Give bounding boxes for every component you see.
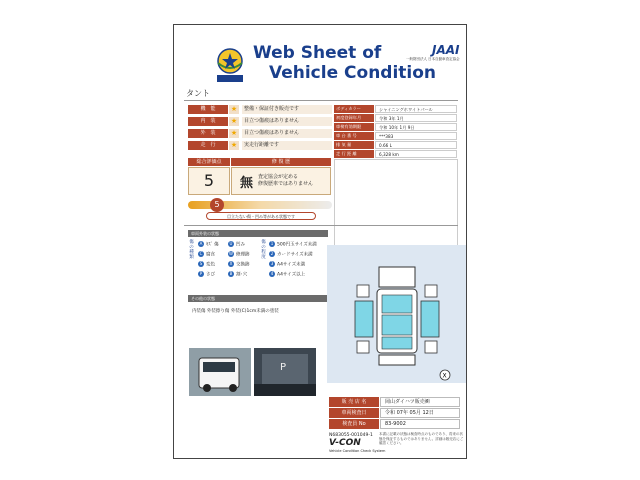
overall-score: 5: [188, 167, 230, 195]
spec-label: 初度登録年月: [334, 114, 374, 122]
legend-item: A ｷｽﾞ 傷: [199, 241, 219, 248]
jaai-subtitle: 一般財団法人 日本自動車査定協会: [406, 57, 460, 61]
car-top-view-icon: [327, 245, 467, 383]
vehicle-photo-exterior: [189, 348, 251, 396]
other-condition-text: 内装傷 外装擦り傷 外装(C)1cm未満の塗装: [192, 309, 279, 314]
vcon-logo-icon: [212, 45, 248, 85]
legend-item: P さび: [199, 271, 215, 278]
history-box: [231, 167, 331, 195]
spec-value: 令和 10年 1月 9日: [375, 123, 457, 131]
spec-label: ボディカラー: [334, 105, 374, 113]
legend-item: W 修理跡: [229, 251, 250, 258]
spec-value: 0.66 L: [375, 141, 457, 149]
sheet-id: N683055-001049-1: [329, 433, 373, 438]
svg-text:X: X: [442, 372, 447, 380]
condition-text: 整備・保証付き販売です: [242, 105, 332, 114]
history-mark: 無: [240, 176, 254, 191]
legend-size: 2 カードサイズ未満: [270, 251, 313, 258]
vehicle-name: タント: [186, 89, 210, 98]
spec-notes-box: [334, 159, 458, 249]
legend-size: 4 A4サイズ以上: [270, 271, 306, 278]
history-text-2: 修復歴車ではありません: [258, 181, 314, 187]
legend-item: X 交換跡: [229, 261, 250, 268]
jaai-logo: JAAI: [432, 43, 460, 57]
spec-label: 車 台 番 号: [334, 132, 374, 140]
section-divider: [184, 225, 458, 226]
inspection-date-value: 令和 07年 05月 12日: [380, 408, 460, 418]
svg-text:P: P: [280, 362, 287, 373]
vcon-brand: V-CON: [329, 438, 361, 448]
scale-note: 目立たない傷・凹み等がある状態です: [206, 212, 316, 220]
legend-item: U 凹み: [229, 241, 245, 248]
inspection-date-label: 車両検査日: [329, 408, 379, 418]
inspector-value: 83-9002: [380, 419, 460, 429]
legend-item: C 腐食: [199, 251, 215, 258]
spec-label: 走 行 距 離: [334, 150, 374, 158]
dealer-value: 岡山ダイハツ販売㈱: [380, 397, 460, 407]
dealer-label: 販 売 店 名: [329, 397, 379, 407]
legend-kind-label: 傷の種類: [189, 240, 194, 260]
condition-label: 内 装: [188, 117, 228, 126]
legend-size-label: 傷の程度: [261, 240, 266, 260]
legend-item: B 割･穴: [229, 271, 248, 278]
condition-label: 外 装: [188, 129, 228, 138]
title-line1: Web Sheet of: [253, 43, 382, 63]
inspector-label: 検査員 No: [329, 419, 379, 429]
star-icon: ★: [230, 129, 238, 137]
star-icon: ★: [230, 141, 238, 149]
title-line2: Vehicle Condition: [269, 63, 437, 83]
history-text-1: 査定協会が定める: [258, 174, 299, 180]
legend-header: 車両外装の状態: [188, 230, 328, 237]
other-header: その他の状態: [188, 295, 328, 302]
header-divider: [184, 100, 458, 101]
sheet-header: [174, 25, 467, 91]
spec-label: 車検有効期限: [334, 123, 374, 131]
vehicle-condition-sheet: [173, 24, 467, 459]
condition-label: 機 能: [188, 105, 228, 114]
condition-label: 走 行: [188, 141, 228, 150]
star-icon: ★: [230, 105, 238, 113]
disclaimer: 本書に記載の状態は検査時点のものであり、将来の状態を保証するものではありません。詳細は販売店にご確認ください。: [379, 432, 464, 445]
legend-item: S 変色: [199, 261, 215, 268]
legend-size: 1 500円玉サイズ未満: [270, 241, 317, 248]
spec-value: ***383: [375, 132, 457, 140]
spec-value: 令和 3年 1月: [375, 114, 457, 122]
spec-label: 排 気 量: [334, 141, 374, 149]
scale-selected: 5: [210, 198, 224, 212]
spec-value: 6,328 km: [375, 150, 457, 158]
legend-size: 3 A4サイズ未満: [270, 261, 306, 268]
star-icon: ★: [230, 117, 238, 125]
score-header: 総合評価点: [188, 158, 230, 166]
vehicle-damage-diagram: [327, 245, 467, 383]
condition-text: 目立つ傷痕はありません: [242, 117, 332, 126]
condition-text: 目立つ傷痕はありません: [242, 129, 332, 138]
vcon-brand-sub: Vehicle Condition Check System: [329, 449, 386, 453]
condition-text: 実走行距離です: [242, 141, 332, 150]
spec-value: シャイニングホワイトパール: [375, 105, 457, 113]
history-header: 修 復 歴: [231, 158, 331, 166]
vehicle-photo-interior: [254, 348, 316, 396]
